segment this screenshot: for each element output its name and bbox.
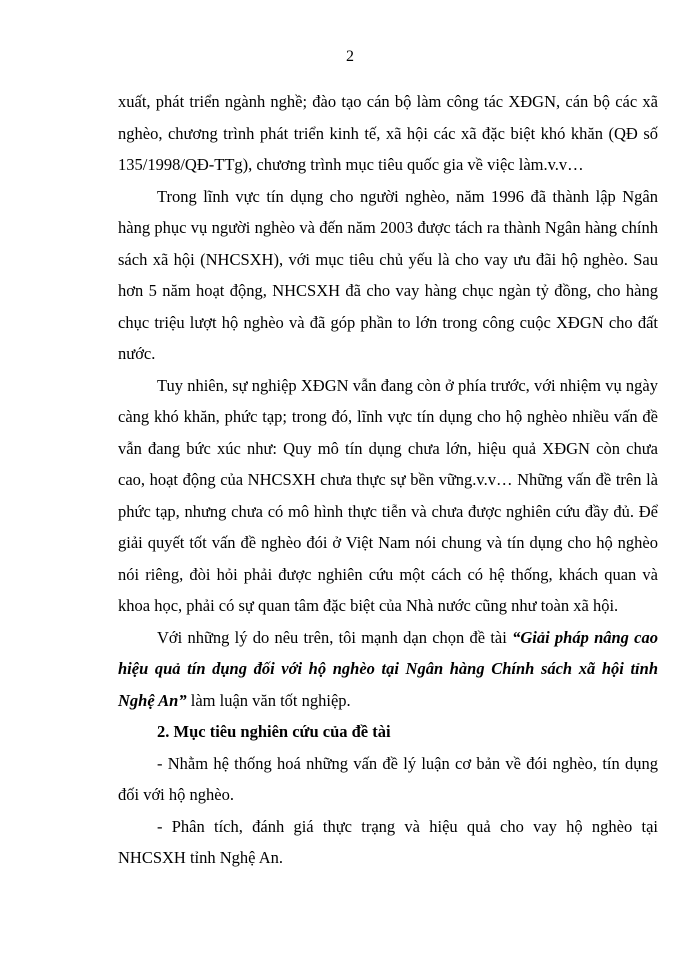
paragraph-challenges: Tuy nhiên, sự nghiệp XĐGN vẫn đang còn ở phía trước, với nhiệm vụ ngày càng khó khăn, phức tạp; trong đó, lĩnh vực tín dụng cho hộ nghèo nhiều vấn đề vẫn đang bức xúc như: Quy mô tín dụng chưa lớn, hiệu quả XĐGN còn chưa cao, hoạt động của NHCSXH chưa thực sự bền vững.v.v… Những vấn đề trên là phức tạp, nhưng chưa có mô hình thực tiễn và chưa được nghiên cứu đầy đủ. Để giải quyết tốt vấn đề nghèo đói ở Việt Nam nói chung và tín dụng cho hộ nghèo nói riêng, đòi hỏi phải được nghiên cứu một cách có hệ thống, khách quan và khoa học, phải có sự quan tâm đặc biệt của Nhà nước cũng như toàn xã hội. [118, 375, 658, 615]
paragraph-topic-choice [118, 622, 658, 717]
document-body [118, 86, 658, 874]
objective-item-2: - Phân tích, đánh giá thực trạng và hiệu quả cho vay hộ nghèo tại NHCSXH tỉnh Nghệ An. [118, 816, 658, 867]
section-heading-objectives: 2. Mục tiêu nghiên cứu của đề tài [157, 722, 391, 741]
paragraph-continuation: xuất, phát triển ngành nghề; đào tạo cán bộ làm công tác XĐGN, cán bộ các xã nghèo, chương trình phát triển kinh tế, xã hội các xã đặc biệt khó khăn (QĐ số 135/1998/QĐ-TTg), chương trình mục tiêu quốc gia về việc làm.v.v… [118, 92, 658, 174]
thesis-title: “Giải pháp nâng cao hiệu quả tín dụng đối với hộ nghèo tại Ngân hàng Chính sách xã hội tỉnh Nghệ An” [118, 627, 658, 710]
objective-item-1: - Nhằm hệ thống hoá những vấn đề lý luận cơ bản về đói nghèo, tín dụng đối với hộ nghèo. [118, 753, 658, 804]
page-number: 2 [346, 48, 354, 65]
topic-outro-text: làm luận văn tốt nghiệp. [186, 690, 351, 710]
paragraph-credit-history: Trong lĩnh vực tín dụng cho người nghèo, năm 1996 đã thành lập Ngân hàng phục vụ người nghèo và đến năm 2003 được tách ra thành Ngân hàng chính sách xã hội (NHCSXH), với mục tiêu chủ yếu là cho vay ưu đãi hộ nghèo. Sau hơn 5 năm hoạt động, NHCSXH đã cho vay hàng chục ngàn tỷ đồng, cho hàng chục triệu lượt hộ nghèo và đã góp phần to lớn trong công cuộc XĐGN cho đất nước. [118, 186, 658, 363]
topic-intro-text: Với những lý do nêu trên, tôi mạnh dạn chọn đề tài [157, 627, 513, 647]
